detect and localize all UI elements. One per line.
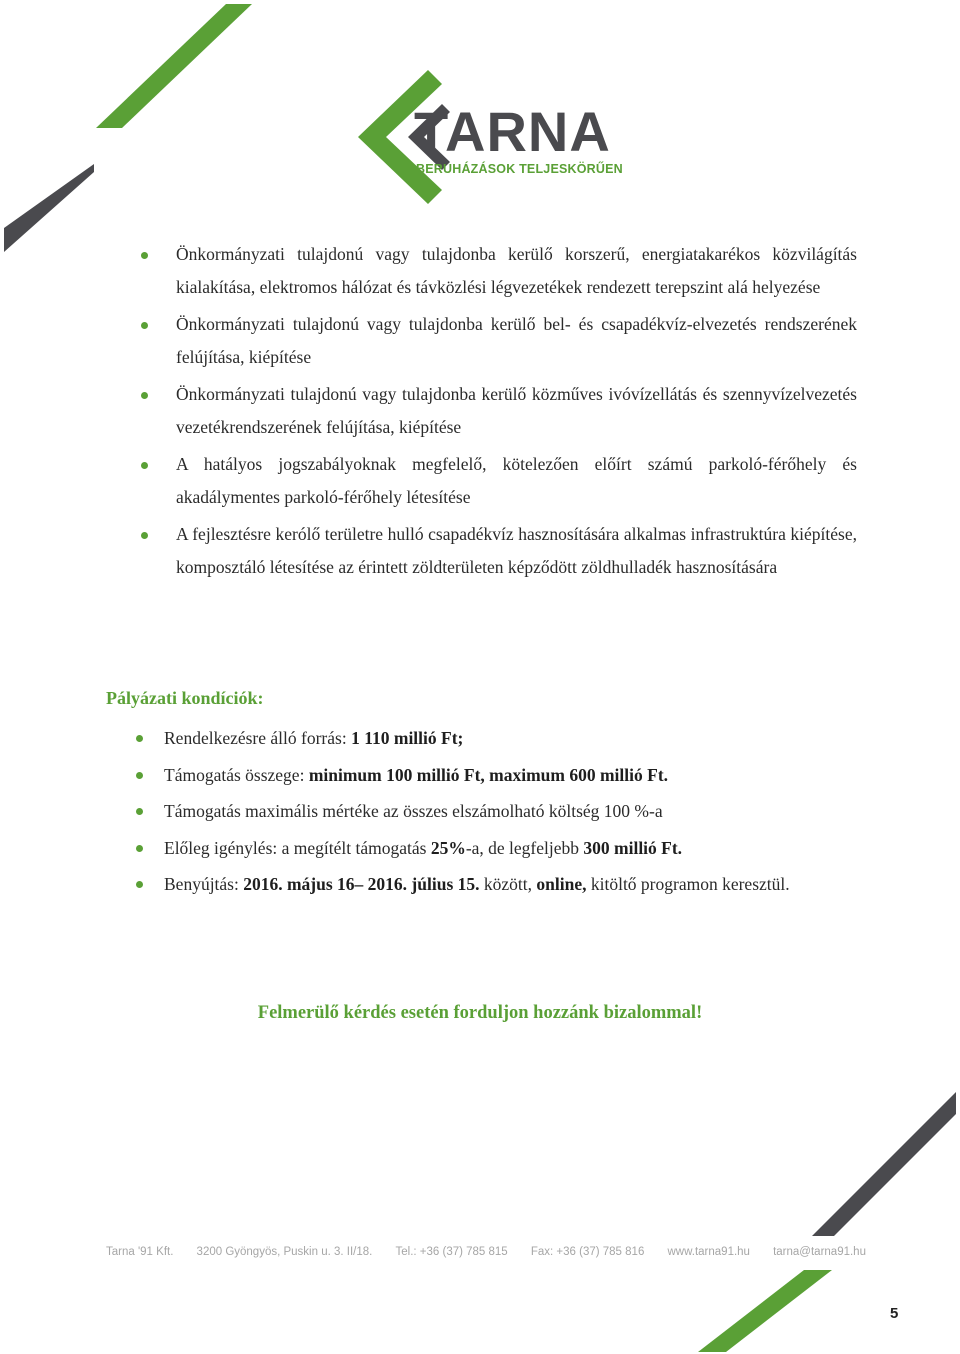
footer-email-link[interactable]: tarna@tarna91.hu: [773, 1246, 866, 1258]
bottom-right-gray-stripe: [812, 1092, 956, 1236]
condition-label: Rendelkezésre álló forrás:: [164, 728, 352, 748]
condition-value: 1 110 millió Ft;: [351, 728, 464, 748]
conditions-heading: Pályázati kondíciók:: [106, 688, 264, 708]
list-item: A hatályos jogszabályoknak megfelelő, kötelezően előírt számú parkoló-férőhely és akadálymentes parkoló-férőhely létesítése: [137, 448, 857, 514]
condition-available-funds: [131, 720, 871, 757]
top-left-green-stripe: [96, 4, 252, 128]
condition-value: 2016. május 16– 2016. július 15.: [243, 874, 480, 894]
list-item: A fejlesztésre kerólő területre hulló csapadékvíz hasznosítására alkalmas infrastruktúra kiépítése, komposztáló létesítése az érintett zöldterületen képződött zöldhulladék hasznosítására: [137, 518, 857, 584]
company-logo: [358, 70, 623, 205]
footer-phone: Tel.: +36 (37) 785 815: [395, 1246, 508, 1258]
condition-submission: [131, 866, 871, 903]
condition-text: Előleg igénylés: a megítélt támogatás: [164, 837, 431, 858]
closing-message: Felmerülő kérdés esetén forduljon hozzánk bizalommal!: [257, 1003, 703, 1023]
footer-company: Tarna '91 Kft.: [106, 1246, 174, 1258]
page-number: 5: [890, 1305, 899, 1322]
list-item: Önkormányzati tulajdonú vagy tulajdonba kerülő korszerű, energiatakarékos közvilágítás kialakítása, elektromos hálózat és távközlési légvezetékek rendezett terepszint alá helyezése: [137, 238, 857, 304]
condition-support-rate: [131, 793, 871, 830]
logo-tagline: BERUHÁZÁSOK TELJESKÖRŰEN: [416, 162, 623, 176]
condition-value: minimum 100 millió Ft, maximum 600 millió Ft.: [308, 764, 669, 785]
eligible-activities-list: [137, 238, 857, 588]
top-left-gray-stripe: [4, 164, 94, 252]
condition-value: 300 millió Ft.: [583, 837, 683, 858]
footer-website-link[interactable]: www.tarna91.hu: [667, 1246, 750, 1258]
list-item: Önkormányzati tulajdonú vagy tulajdonba kerülő közműves ivóvízellátás és szennyvízelvezetés vezetékrendszerének felújítása, kiépítése: [137, 378, 857, 444]
condition-text: -a, de legfeljebb: [465, 837, 584, 858]
condition-text: Benyújtás:: [164, 874, 244, 894]
logo-wordmark: TARNA: [414, 100, 611, 163]
condition-value: online,: [536, 874, 587, 894]
footer-address: 3200 Gyöngyös, Puskin u. 3. II/18.: [196, 1246, 373, 1258]
page-footer: [106, 1246, 866, 1258]
condition-advance-payment: [131, 830, 871, 867]
condition-text: Támogatás maximális mértéke az összes elszámolható költség 100 %-a: [164, 801, 663, 821]
condition-text: kitöltő programon keresztül.: [586, 874, 790, 894]
footer-fax: Fax: +36 (37) 785 816: [530, 1246, 645, 1258]
condition-value: 25%: [430, 837, 466, 858]
condition-support-amount: [131, 757, 871, 794]
bottom-right-green-stripe: [698, 1270, 832, 1352]
conditions-list: [131, 720, 871, 903]
condition-label: Támogatás összege:: [164, 764, 309, 785]
condition-text: között,: [479, 874, 537, 894]
list-item: Önkormányzati tulajdonú vagy tulajdonba kerülő bel- és csapadékvíz-elvezetés rendszerének felújítása, kiépítése: [137, 308, 857, 374]
